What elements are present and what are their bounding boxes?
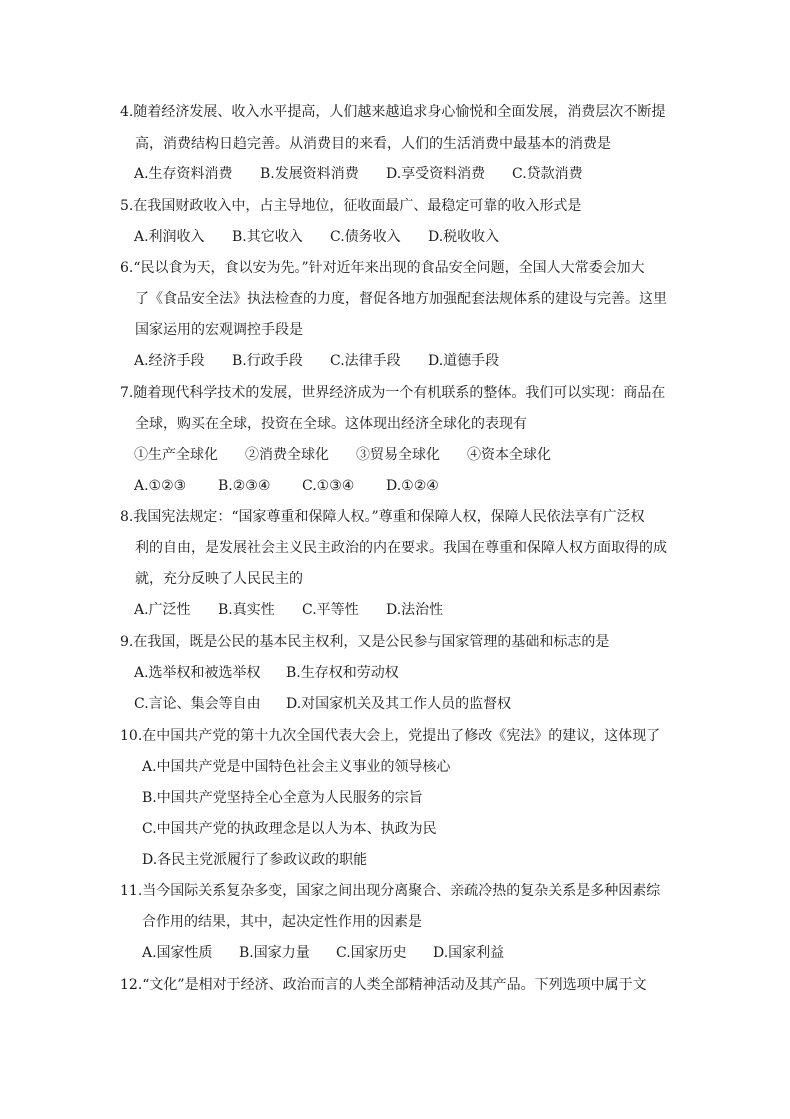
question-10-option-b: B.中国共产党坚持全心全意为人民服务的宗旨 <box>142 790 423 806</box>
question-9-line-1: 9.在我国，既是公民的基本民主权利，又是公民参与国家管理的基础和标志的是 <box>120 634 610 650</box>
question-11-line-1: 11.当今国际关系复杂多变，国家之间出现分离聚合、亲疏冷热的复杂关系是多种因素综 <box>120 883 661 899</box>
option-a: A.广泛性 <box>134 602 191 618</box>
option-b: B.②③④ <box>218 478 271 494</box>
option-d: D.①②④ <box>386 478 439 494</box>
option-c: C.平等性 <box>302 602 359 618</box>
question-5-line-1: 5.在我国财政收入中，占主导地位，征收面最广、最稳定可靠的收入形式是 <box>120 198 582 214</box>
option-b: B.其它收入 <box>232 229 303 245</box>
question-4-line-1: 4.随着经济发展、收入水平提高，人们越来越追求身心愉悦和全面发展，消费层次不断提 <box>120 104 666 120</box>
option-d: D.对国家机关及其工作人员的监督权 <box>286 696 512 712</box>
question-11-options <box>142 943 504 963</box>
option-d: D.享受资料消费 <box>386 166 486 182</box>
question-10-option-c: C.中国共产党的执政理念是以人为本、执政为民 <box>142 821 437 837</box>
question-6-line-1: 6.“民以食为天，食以安为先。”针对近年来出现的食品安全问题，全国人大常委会加大 <box>120 260 645 276</box>
option-d: D.税收收入 <box>428 229 500 245</box>
option-a: A.生存资料消费 <box>134 166 233 182</box>
option-b: B.真实性 <box>218 602 275 618</box>
option-c: C.债务收入 <box>330 229 401 245</box>
option-b: B.生存权和劳动权 <box>286 665 399 681</box>
option-b: B.国家力量 <box>239 945 310 961</box>
question-10-line-1: 10.在中国共产党的第十九次全国代表大会上，党提出了修改《宪法》的建议，这体现了 <box>120 728 661 744</box>
statement-4: ④资本全球化 <box>467 447 551 463</box>
question-7-line-1: 7.随着现代科学技术的发展，世界经济成为一个有机联系的整体。我们可以实现：商品在 <box>120 385 666 401</box>
statement-2: ②消费全球化 <box>245 447 329 463</box>
option-a: A.经济手段 <box>134 353 205 369</box>
option-d: D.法治性 <box>386 602 444 618</box>
question-4-line-2: 高，消费结构日趋完善。从消费目的来看，人们的生活消费中最基本的消费是 <box>135 136 611 152</box>
option-c: C.国家历史 <box>336 945 407 961</box>
option-b: B.发展资料消费 <box>260 166 359 182</box>
question-9-options-row-1 <box>134 663 399 683</box>
option-a: A.利润收入 <box>134 229 205 245</box>
question-8-line-3: 就，充分反映了人民民主的 <box>135 571 303 587</box>
option-b: B.行政手段 <box>232 353 303 369</box>
question-12-line-1: 12.“文化”是相对于经济、政治而言的人类全部精神活动及其产品。下列选项中属于文 <box>120 977 647 993</box>
option-a: A.①②③ <box>134 478 187 494</box>
question-6-line-3: 国家运用的宏观调控手段是 <box>135 322 303 338</box>
question-8-line-1: 8.我国宪法规定：“国家尊重和保障人权。”尊重和保障人权，保障人民依法享有广泛权 <box>120 509 645 525</box>
question-8-options <box>134 600 443 620</box>
question-10-option-d: D.各民主党派履行了参政议政的职能 <box>142 852 368 868</box>
question-11-line-2: 合作用的结果，其中，起决定性作用的因素是 <box>142 914 422 930</box>
option-c: C.言论、集会等自由 <box>134 696 261 712</box>
question-9-options-row-2 <box>134 694 511 714</box>
question-6-line-2: 了《食品安全法》执法检查的力度，督促各地方加强配套法规体系的建设与完善。这里 <box>135 291 667 307</box>
option-c: C.①③④ <box>302 478 355 494</box>
question-4-options <box>134 164 583 184</box>
question-7-items <box>134 445 551 465</box>
statement-3: ③贸易全球化 <box>356 447 440 463</box>
option-c: C.贷款消费 <box>512 166 583 182</box>
option-d: D.道德手段 <box>428 353 500 369</box>
question-7-line-2: 全球，购买在全球，投资在全球。这体现出经济全球化的表现有 <box>135 416 527 432</box>
statement-1: ①生产全球化 <box>134 447 218 463</box>
option-d: D.国家利益 <box>433 945 505 961</box>
option-a: A.国家性质 <box>142 945 213 961</box>
question-6-options <box>134 351 499 371</box>
question-8-line-2: 利的自由，是发展社会主义民主政治的内在要求。我国在尊重和保障人权方面取得的成 <box>135 540 667 556</box>
option-a: A.选举权和被选举权 <box>134 665 261 681</box>
question-7-options <box>134 476 439 496</box>
question-10-option-a: A.中国共产党是中国特色社会主义事业的领导核心 <box>142 759 451 775</box>
question-5-options <box>134 227 499 247</box>
option-c: C.法律手段 <box>330 353 401 369</box>
